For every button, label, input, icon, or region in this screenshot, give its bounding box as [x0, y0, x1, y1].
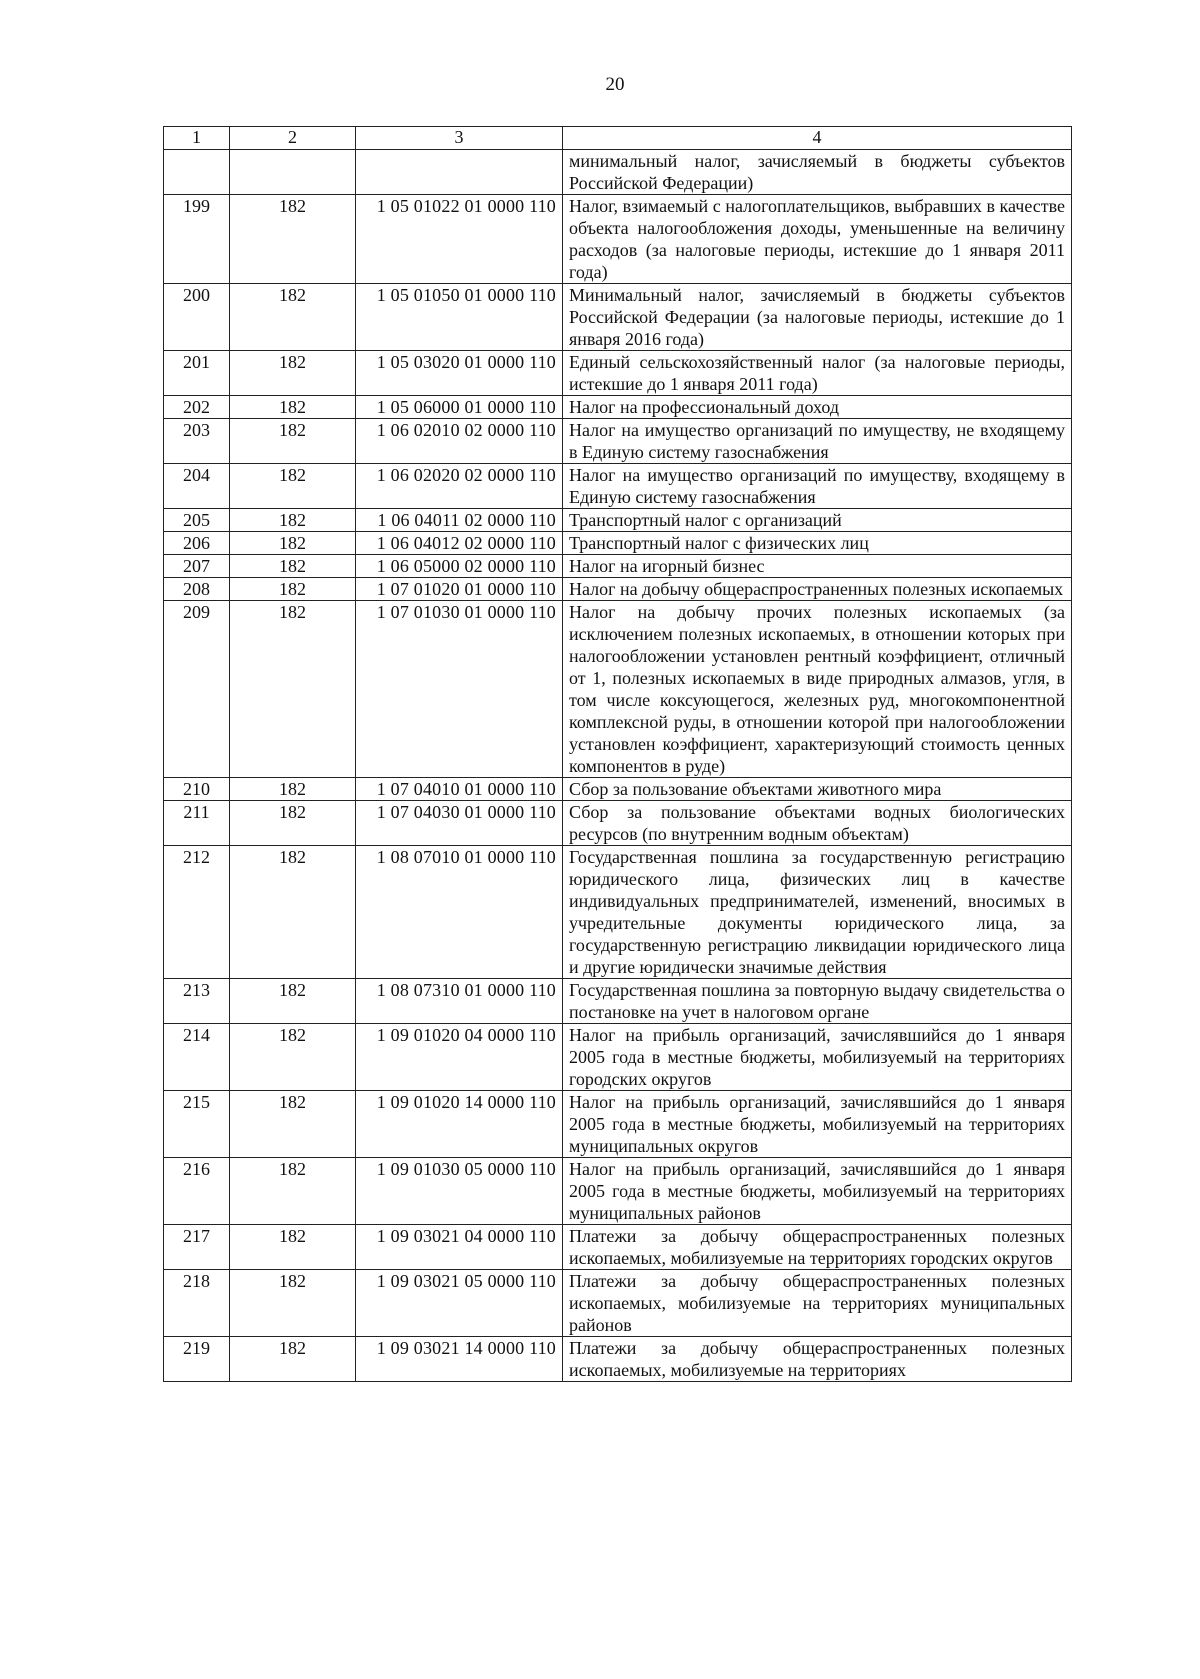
admin-code: 182 — [230, 419, 356, 464]
revenue-name: Единый сельскохозяйственный налог (за налоговые периоды, истекшие до 1 января 2011 года) — [563, 351, 1072, 396]
table-row — [164, 1270, 1072, 1337]
revenue-name: Налог на прибыль организаций, зачислявшийся до 1 января 2005 года в местные бюджеты, мобилизуемый на территориях муниципальных округов — [563, 1091, 1072, 1158]
budget-classification-code: 1 06 02010 02 0000 110 — [356, 419, 563, 464]
revenue-name: Налог на прибыль организаций, зачислявшийся до 1 января 2005 года в местные бюджеты, мобилизуемый на территориях муниципальных районов — [563, 1158, 1072, 1225]
row-number: 204 — [164, 464, 230, 509]
admin-code: 182 — [230, 1024, 356, 1091]
admin-code: 182 — [230, 284, 356, 351]
revenue-name: Налог на имущество организаций по имуществу, не входящему в Единую систему газоснабжения — [563, 419, 1072, 464]
budget-classification-code: 1 09 01020 14 0000 110 — [356, 1091, 563, 1158]
table-row — [164, 979, 1072, 1024]
row-number: 213 — [164, 979, 230, 1024]
budget-classification-code: 1 07 01020 01 0000 110 — [356, 578, 563, 601]
admin-code: 182 — [230, 532, 356, 555]
column-header-1: 1 — [164, 127, 230, 150]
row-number: 203 — [164, 419, 230, 464]
table-row — [164, 195, 1072, 284]
admin-code: 182 — [230, 195, 356, 284]
cell-empty — [230, 150, 356, 195]
revenue-name: Платежи за добычу общераспространенных полезных ископаемых, мобилизуемые на территориях муниципальных районов — [563, 1270, 1072, 1337]
admin-code: 182 — [230, 846, 356, 979]
row-number: 219 — [164, 1337, 230, 1382]
budget-classification-code: 1 09 01020 04 0000 110 — [356, 1024, 563, 1091]
revenue-name: Транспортный налог с физических лиц — [563, 532, 1072, 555]
row-number: 201 — [164, 351, 230, 396]
cell-empty — [164, 150, 230, 195]
table-row — [164, 1091, 1072, 1158]
column-header-3: 3 — [356, 127, 563, 150]
admin-code: 182 — [230, 1270, 356, 1337]
revenue-name: Транспортный налог с организаций — [563, 509, 1072, 532]
cell-empty — [356, 150, 563, 195]
budget-classification-code: 1 06 05000 02 0000 110 — [356, 555, 563, 578]
budget-classification-code: 1 08 07310 01 0000 110 — [356, 979, 563, 1024]
budget-classification-code: 1 05 06000 01 0000 110 — [356, 396, 563, 419]
admin-code: 182 — [230, 601, 356, 778]
table-body — [164, 150, 1072, 1382]
row-number: 205 — [164, 509, 230, 532]
admin-code: 182 — [230, 555, 356, 578]
revenue-name: Платежи за добычу общераспространенных полезных ископаемых, мобилизуемые на территориях — [563, 1337, 1072, 1382]
budget-codes-table — [163, 126, 1072, 1382]
row-number: 216 — [164, 1158, 230, 1225]
column-header-4: 4 — [563, 127, 1072, 150]
table-row — [164, 846, 1072, 979]
admin-code: 182 — [230, 1337, 356, 1382]
revenue-name: Платежи за добычу общераспространенных полезных ископаемых, мобилизуемые на территориях городских округов — [563, 1225, 1072, 1270]
table-row — [164, 555, 1072, 578]
budget-classification-code: 1 09 03021 04 0000 110 — [356, 1225, 563, 1270]
admin-code: 182 — [230, 464, 356, 509]
revenue-name: Налог на добычу общераспространенных полезных ископаемых — [563, 578, 1072, 601]
table-row — [164, 464, 1072, 509]
admin-code: 182 — [230, 778, 356, 801]
table-row — [164, 601, 1072, 778]
row-number: 210 — [164, 778, 230, 801]
budget-classification-code: 1 09 03021 14 0000 110 — [356, 1337, 563, 1382]
budget-classification-code: 1 05 01022 01 0000 110 — [356, 195, 563, 284]
budget-classification-code: 1 07 04010 01 0000 110 — [356, 778, 563, 801]
table-row — [164, 509, 1072, 532]
table-row — [164, 801, 1072, 846]
budget-classification-code: 1 07 01030 01 0000 110 — [356, 601, 563, 778]
budget-classification-code: 1 06 02020 02 0000 110 — [356, 464, 563, 509]
revenue-name: Минимальный налог, зачисляемый в бюджеты субъектов Российской Федерации (за налоговые периоды, истекшие до 1 января 2016 года) — [563, 284, 1072, 351]
budget-classification-code: 1 09 01030 05 0000 110 — [356, 1158, 563, 1225]
row-number: 214 — [164, 1024, 230, 1091]
row-number: 208 — [164, 578, 230, 601]
admin-code: 182 — [230, 578, 356, 601]
admin-code: 182 — [230, 801, 356, 846]
admin-code: 182 — [230, 1158, 356, 1225]
admin-code: 182 — [230, 396, 356, 419]
admin-code: 182 — [230, 509, 356, 532]
table-row — [164, 419, 1072, 464]
revenue-name: Сбор за пользование объектами водных биологических ресурсов (по внутренним водным объектам) — [563, 801, 1072, 846]
table-row — [164, 1024, 1072, 1091]
revenue-name: Государственная пошлина за повторную выдачу свидетельства о постановке на учет в налоговом органе — [563, 979, 1072, 1024]
table-row — [164, 284, 1072, 351]
table-row — [164, 532, 1072, 555]
budget-classification-code: 1 05 01050 01 0000 110 — [356, 284, 563, 351]
admin-code: 182 — [230, 1225, 356, 1270]
budget-classification-code: 1 09 03021 05 0000 110 — [356, 1270, 563, 1337]
revenue-name: Налог на добычу прочих полезных ископаемых (за исключением полезных ископаемых, в отношении которых при налогообложении установлен рентный коэффициент, отличный от 1, полезных ископаемых в виде природных алмазов, угля, в том числе коксующегося, железных руд, многокомпонентной комплексной руды, в отношении которой при налогообложении установлен коэффициент, характеризующий стоимость ценных компонентов в руде) — [563, 601, 1072, 778]
row-number: 207 — [164, 555, 230, 578]
revenue-name: Налог на игорный бизнес — [563, 555, 1072, 578]
admin-code: 182 — [230, 1091, 356, 1158]
row-number: 209 — [164, 601, 230, 778]
row-number: 199 — [164, 195, 230, 284]
row-number: 215 — [164, 1091, 230, 1158]
continuation-text: минимальный налог, зачисляемый в бюджеты субъектов Российской Федерации) — [563, 150, 1072, 195]
table-row — [164, 1225, 1072, 1270]
budget-classification-code: 1 05 03020 01 0000 110 — [356, 351, 563, 396]
table-row — [164, 1337, 1072, 1382]
revenue-name: Налог на имущество организаций по имуществу, входящему в Единую систему газоснабжения — [563, 464, 1072, 509]
row-number: 218 — [164, 1270, 230, 1337]
admin-code: 182 — [230, 979, 356, 1024]
revenue-name: Налог, взимаемый с налогоплательщиков, выбравших в качестве объекта налогообложения доходы, уменьшенные на величину расходов (за налоговые периоды, истекшие до 1 января 2011 года) — [563, 195, 1072, 284]
row-number: 211 — [164, 801, 230, 846]
row-number: 206 — [164, 532, 230, 555]
row-number: 212 — [164, 846, 230, 979]
header-row — [164, 127, 1072, 150]
table-row — [164, 1158, 1072, 1225]
table-row — [164, 778, 1072, 801]
table-row — [164, 578, 1072, 601]
budget-classification-code: 1 06 04012 02 0000 110 — [356, 532, 563, 555]
continuation-row — [164, 150, 1072, 195]
revenue-name: Налог на профессиональный доход — [563, 396, 1072, 419]
revenue-name: Сбор за пользование объектами животного мира — [563, 778, 1072, 801]
admin-code: 182 — [230, 351, 356, 396]
budget-classification-code: 1 06 04011 02 0000 110 — [356, 509, 563, 532]
column-header-2: 2 — [230, 127, 356, 150]
row-number: 217 — [164, 1225, 230, 1270]
budget-classification-code: 1 08 07010 01 0000 110 — [356, 846, 563, 979]
budget-classification-code: 1 07 04030 01 0000 110 — [356, 801, 563, 846]
row-number: 202 — [164, 396, 230, 419]
table-row — [164, 351, 1072, 396]
page-number: 20 — [605, 74, 625, 95]
revenue-name: Налог на прибыль организаций, зачислявшийся до 1 января 2005 года в местные бюджеты, мобилизуемый на территориях городских округов — [563, 1024, 1072, 1091]
revenue-name: Государственная пошлина за государственную регистрацию юридического лица, физических лиц в качестве индивидуальных предпринимателей, изменений, вносимых в учредительные документы юридического лица, за государственную регистрацию ликвидации юридического лица и другие юридически значимые действия — [563, 846, 1072, 979]
table-row — [164, 396, 1072, 419]
row-number: 200 — [164, 284, 230, 351]
